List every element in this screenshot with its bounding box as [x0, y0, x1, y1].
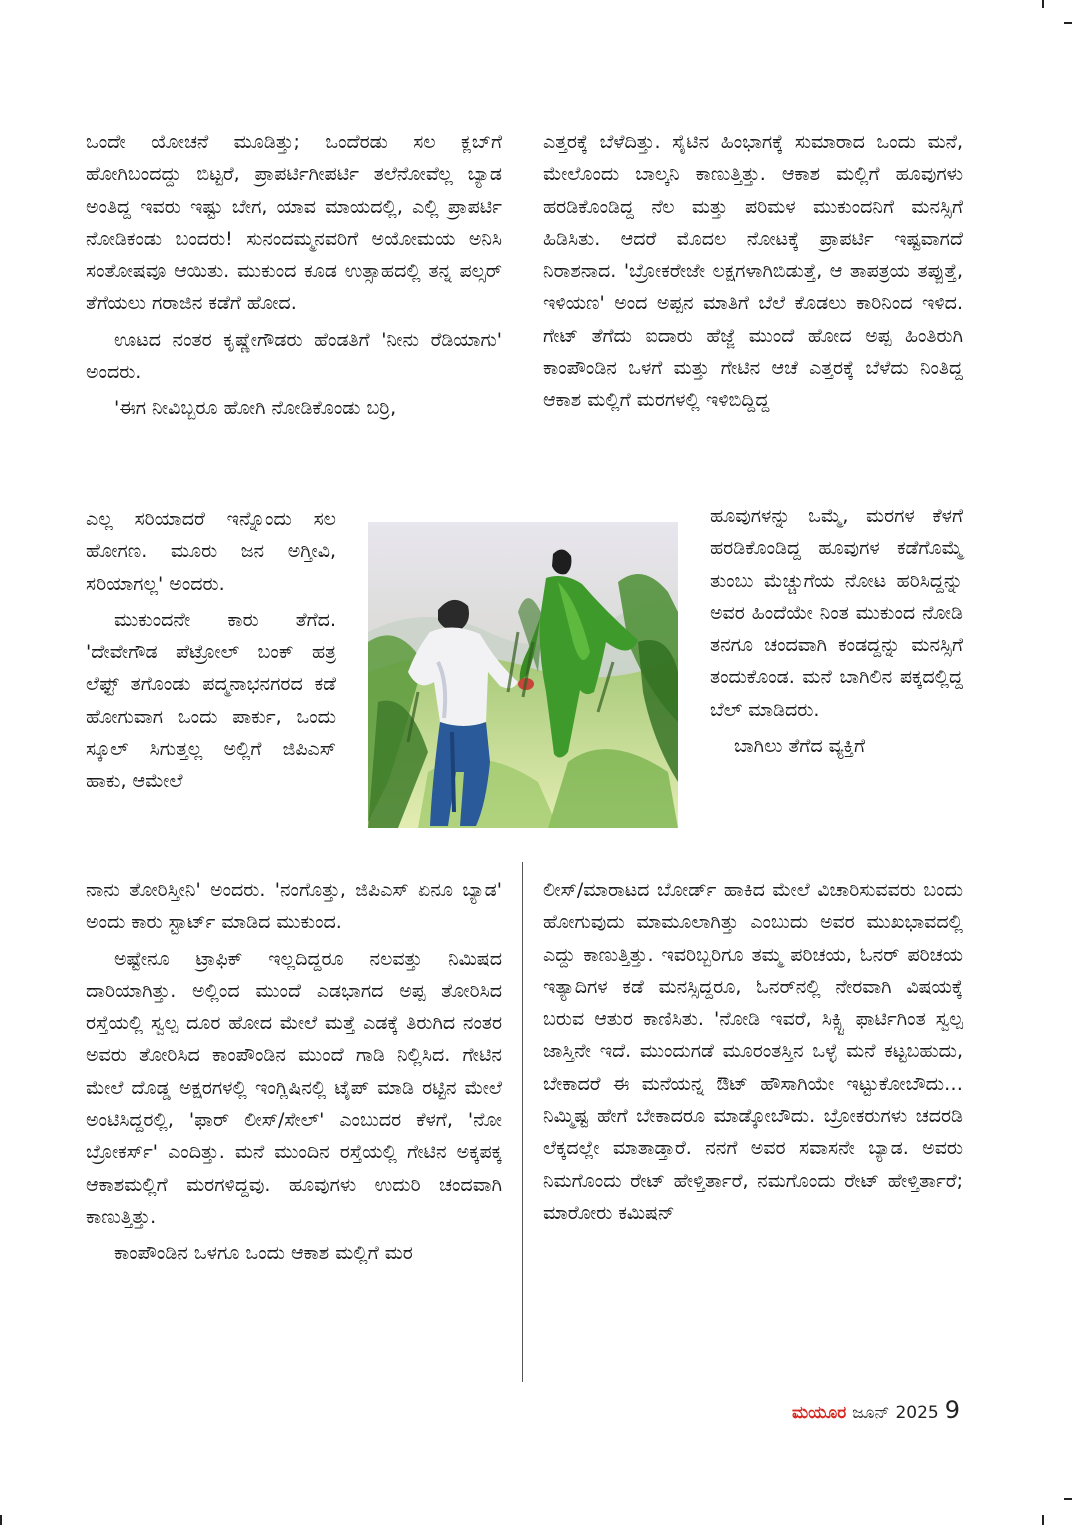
- page-number: 9: [944, 1396, 960, 1424]
- paragraph: ಊಟದ ನಂತರ ಕೃಷ್ಣೇಗೌಡರು ಹೆಂಡತಿಗೆ 'ನೀನು ರೆಡಿಯಾಗು' ಅಂದರು.: [86, 328, 502, 384]
- page-footer: [792, 1396, 960, 1424]
- right-column-bottom: [543, 874, 963, 1229]
- right-column-top: [543, 126, 963, 417]
- paragraph: ಲೀಸ್/ಮಾರಾಟದ ಬೋರ್ಡ್ ಹಾಕಿದ ಮೇಲೆ ವಿಚಾರಿಸುವವರು ಬಂದು ಹೋಗುವುದು ಮಾಮೂಲಾಗಿತ್ತು ಎಂಬುದು ಅವರ ಮುಖಭಾವದಲ್ಲಿ ಎದ್ದು ಕಾಣುತ್ತಿತ್ತು. ಇವರಿಬ್ಬರಿಗೂ ತಮ್ಮ ಪರಿಚಯ, ಓನರ್ ಪರಿಚಯ ಇತ್ಯಾದಿಗಳ ಕಡೆ ಮನಸ್ಸಿದ್ದರೂ, ಓನರ್‌ನಲ್ಲಿ ನೇರವಾಗಿ ವಿಷಯಕ್ಕೆ ಬರುವ ಆತುರ ಕಾಣಿಸಿತು. 'ನೋಡಿ ಇವರೆ, ಸಿಕ್ಸ್ಟಿ ಫಾರ್ಟಿಗಿಂತ ಸ್ವಲ್ಪ ಜಾಸ್ತಿನೇ ಇದೆ. ಮುಂದುಗಡೆ ಮೂರಂತಸ್ತಿನ ಒಳ್ಳೆ ಮನೆ ಕಟ್ಟಬಹುದು, ಬೇಕಾದರೆ ಈ ಮನೆಯನ್ನ ಔಟ್ ಹೌಸಾಗಿಯೇ ಇಟ್ಟುಕೋಬೌದು… ನಿಮ್ಮಿಷ್ಟ ಹೇಗೆ ಬೇಕಾದರೂ ಮಾಡ್ಕೋಬೌದು. ಬ್ರೋಕರುಗಳು ಚದರಡಿ ಲೆಕ್ಕದಲ್ಲೇ ಮಾತಾಡ್ತಾರೆ. ನನಗೆ ಅವರ ಸವಾಸನೇ ಬ್ಯಾಡ. ಅವರು ನಿಮಗೊಂದು ರೇಟ್ ಹೇಳ್ತಿರ್ತಾರೆ, ನಮಗೊಂದು ರೇಟ್ ಹೇಳ್ತಿರ್ತಾರೆ; ಮಾರೋರು ಕಮಿಷನ್: [543, 879, 963, 1224]
- story-illustration: [368, 522, 678, 828]
- paragraph: ಮುಕುಂದನೇ ಕಾರು ತೆಗೆದ. 'ದೇವೇಗೌಡ ಪೆಟ್ರೋಲ್ ಬಂಕ್ ಹತ್ರ ಲೆಫ್ಟ್ ತಗೊಂಡು ಪದ್ಮನಾಭನಗರದ ಕಡೆ ಹೋಗುವಾಗ ಒಂದು ಪಾರ್ಕು, ಒಂದು ಸ್ಕೂಲ್ ಸಿಗುತ್ತಲ್ಲ ಅಲ್ಲಿಗೆ ಜಿಪಿಎಸ್ ಹಾಕು, ಆಮೇಲೆ: [86, 608, 336, 793]
- paragraph: ಹೂವುಗಳನ್ನು ಒಮ್ಮೆ, ಮರಗಳ ಕೆಳಗೆ ಹರಡಿಕೊಂಡಿದ್ದ ಹೂವುಗಳ ಕಡೆಗೊಮ್ಮೆ ತುಂಬು ಮೆಚ್ಚುಗೆಯ ನೋಟ ಹರಿಸಿದ್ದನ್ನು ಅವರ ಹಿಂದೆಯೇ ನಿಂತ ಮುಕುಂದ ನೋಡಿ ತನಗೂ ಚಂದವಾಗಿ ಕಂಡದ್ದನ್ನು ಮನಸ್ಸಿಗೆ ತಂದುಕೊಂಡ. ಮನೆ ಬಾಗಿಲಿನ ಪಕ್ಕದಲ್ಲಿದ್ದ ಬೆಲ್ ಮಾಡಿದರು.: [710, 505, 963, 721]
- crop-mark: [1064, 22, 1072, 24]
- magazine-name: ಮಯೂರ: [792, 1403, 847, 1423]
- paragraph: ಎಲ್ಲ ಸರಿಯಾದರೆ ಇನ್ನೊಂದು ಸಲ ಹೋಗಣ. ಮೂರು ಜನ ಅಗ್ತೀವಿ, ಸರಿಯಾಗಲ್ಲ' ಅಂದರು.: [86, 508, 336, 595]
- paragraph: ಅಷ್ಟೇನೂ ಟ್ರಾಫಿಕ್ ಇಲ್ಲದಿದ್ದರೂ ನಲವತ್ತು ನಿಮಿಷದ ದಾರಿಯಾಗಿತ್ತು. ಅಲ್ಲಿಂದ ಮುಂದೆ ಎಡಭಾಗದ ಅಪ್ಪ ತೋರಿಸಿದ ರಸ್ತೆಯಲ್ಲಿ ಸ್ವಲ್ಪ ದೂರ ಹೋದ ಮೇಲೆ ಮತ್ತೆ ಎಡಕ್ಕೆ ತಿರುಗಿದ ನಂತರ ಅವರು ತೋರಿಸಿದ ಕಾಂಪೌಂಡಿನ ಮುಂದೆ ಗಾಡಿ ನಿಲ್ಲಿಸಿದ. ಗೇಟಿನ ಮೇಲೆ ದೊಡ್ಡ ಅಕ್ಷರಗಳಲ್ಲಿ ಇಂಗ್ಲಿಷಿನಲ್ಲಿ ಟೈಪ್ ಮಾಡಿ ರಟ್ಟಿನ ಮೇಲೆ ಅಂಟಿಸಿದ್ದರಲ್ಲಿ, 'ಫಾರ್ ಲೀಸ್/ಸೇಲ್' ಎಂಬುದರ ಕೆಳಗೆ, 'ನೋ ಬ್ರೋಕರ್ಸ್' ಎಂದಿತ್ತು. ಮನೆ ಮುಂದಿನ ರಸ್ತೆಯಲ್ಲಿ ಗೇಟಿನ ಅಕ್ಕಪಕ್ಕ ಆಕಾಶಮಲ್ಲಿಗೆ ಮರಗಳಿದ್ದವು. ಹೂವುಗಳು ಉದುರಿ ಚಂದವಾಗಿ ಕಾಣುತ್ತಿತ್ತು.: [86, 947, 502, 1228]
- left-column-narrow: [86, 503, 336, 798]
- column-divider: [522, 862, 523, 1382]
- crop-mark: [1042, 1515, 1044, 1525]
- right-column-narrow: [710, 500, 963, 762]
- paragraph: ಎತ್ತರಕ್ಕೆ ಬೆಳೆದಿತ್ತು. ಸೈಟಿನ ಹಿಂಭಾಗಕ್ಕೆ ಸುಮಾರಾದ ಒಂದು ಮನೆ, ಮೇಲೊಂದು ಬಾಲ್ಕನಿ ಕಾಣುತ್ತಿತ್ತು. ಆಕಾಶ ಮಲ್ಲಿಗೆ ಹೂವುಗಳು ಹರಡಿಕೊಂಡಿದ್ದ ನೆಲ ಮತ್ತು ಪರಿಮಳ ಮುಕುಂದನಿಗೆ ಮನಸ್ಸಿಗೆ ಹಿಡಿಸಿತು. ಆದರೆ ಮೊದಲ ನೋಟಕ್ಕೆ ಪ್ರಾಪರ್ಟಿ ಇಷ್ಟವಾಗದೆ ನಿರಾಶನಾದ. 'ಬ್ರೋಕರೇಜೇ ಲಕ್ಷಗಳಾಗಿಬಿಡುತ್ತೆ, ಆ ತಾಪತ್ರಯ ತಪ್ಪುತ್ತೆ, ಇಳಿಯಣ' ಅಂದ ಅಪ್ಪನ ಮಾತಿಗೆ ಬೆಲೆ ಕೊಡಲು ಕಾರಿನಿಂದ ಇಳಿದ. ಗೇಟ್ ತೆಗೆದು ಐದಾರು ಹೆಜ್ಜೆ ಮುಂದೆ ಹೋದ ಅಪ್ಪ ಹಿಂತಿರುಗಿ ಕಾಂಪೌಂಡಿನ ಒಳಗೆ ಮತ್ತು ಗೇಟಿನ ಆಚೆ ಎತ್ತರಕ್ಕೆ ಬೆಳೆದು ನಿಂತಿದ್ದ ಆಕಾಶ ಮಲ್ಲಿಗೆ ಮರಗಳಲ್ಲಿ ಇಳಿಬಿದ್ದಿದ್ದ: [543, 131, 963, 412]
- paragraph: ಬಾಗಿಲು ತೆಗೆದ ವ್ಯಕ್ತಿಗೆ: [734, 735, 866, 758]
- issue-year: 2025: [895, 1403, 939, 1423]
- crop-mark: [1042, 0, 1044, 8]
- crop-mark: [0, 1515, 2, 1525]
- paragraph: ನಾನು ತೋರಿಸ್ತೀನಿ' ಅಂದರು. 'ನಂಗೊತ್ತು, ಜಿಪಿಎಸ್ ಏನೂ ಬ್ಯಾಡ' ಅಂದು ಕಾರು ಸ್ಟಾರ್ಟ್ ಮಾಡಿದ ಮುಕುಂದ.: [86, 879, 502, 934]
- issue-month: ಜೂನ್: [852, 1403, 890, 1423]
- left-column-top: [86, 126, 502, 425]
- crop-mark: [1064, 1498, 1072, 1500]
- left-column-bottom: [86, 874, 502, 1270]
- paragraph: ಕಾಂಪೌಂಡಿನ ಒಳಗೂ ಒಂದು ಆಕಾಶ ಮಲ್ಲಿಗೆ ಮರ: [114, 1242, 413, 1265]
- paragraph: ಒಂದೇ ಯೋಚನೆ ಮೂಡಿತ್ತು; ಒಂದೆರಡು ಸಲ ಕ್ಲಬ್‌ಗೆ ಹೋಗಿಬಂದದ್ದು ಬಿಟ್ಟರೆ, ಪ್ರಾಪರ್ಟಿಗೀಪರ್ಟಿ ತಲೆನೋವೆಲ್ಲ ಬ್ಯಾಡ ಅಂತಿದ್ದ ಇವರು ಇಷ್ಟು ಬೇಗ, ಯಾವ ಮಾಯದಲ್ಲಿ, ಎಲ್ಲಿ ಪ್ರಾಪರ್ಟಿ ನೋಡಿಕಂಡು ಬಂದರು! ಸುನಂದಮ್ಮನವರಿಗೆ ಅಯೋಮಯ ಅನಿಸಿ ಸಂತೋಷವೂ ಆಯಿತು. ಮುಕುಂದ ಕೂಡ ಉತ್ಸಾಹದಲ್ಲಿ ತನ್ನ ಪಲ್ಸರ್ ತೆಗೆಯಲು ಗರಾಜಿನ ಕಡೆಗೆ ಹೋದ.: [86, 131, 502, 315]
- paragraph: 'ಈಗ ನೀವಿಬ್ಬರೂ ಹೋಗಿ ನೋಡಿಕೊಂಡು ಬರ್ರಿ,: [114, 397, 397, 420]
